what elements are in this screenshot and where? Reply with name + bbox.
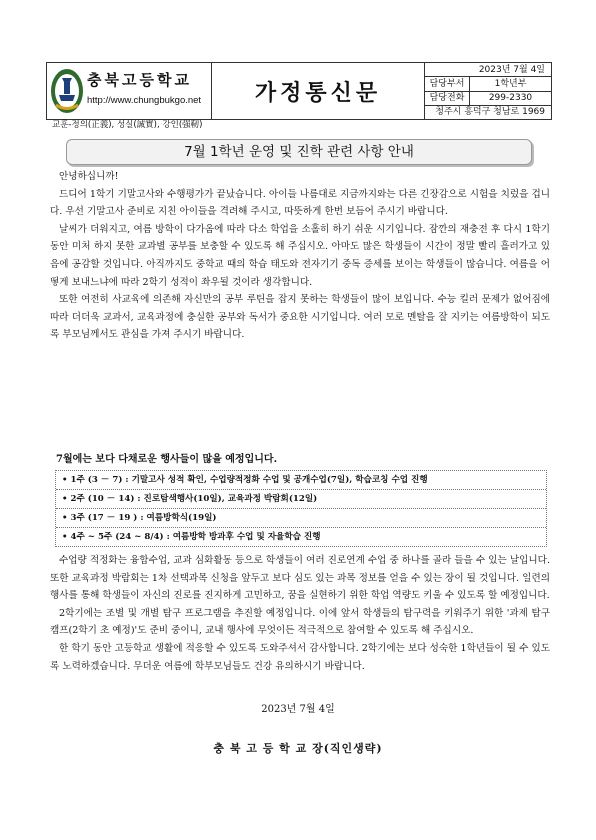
- school-logo-box: [47, 63, 212, 119]
- phone-label: 담당전화: [425, 91, 470, 105]
- schedule-item: • 2주 (10 － 14) : 진로탐색행사(10일), 교육과정 박람회(12일): [56, 490, 546, 509]
- subheader: [46, 119, 550, 132]
- info-address-row: [425, 105, 551, 119]
- issue-date: 2023년 7월 4일: [478, 65, 545, 75]
- notice-title-banner: [66, 139, 532, 165]
- info-date-row: [425, 63, 551, 77]
- dept-label: 담당부서: [425, 77, 470, 91]
- schedule-item: • 1주 (3 － 7) : 기말고사 성적 확인, 수업량적정화 수업 및 공개수업(7일), 학습코칭 수업 진행: [56, 471, 546, 490]
- info-table: [425, 63, 551, 119]
- greeting: 안녕하십니까!: [59, 171, 119, 182]
- paragraph-1: 드디어 1학기 기말고사와 수행평가가 끝났습니다. 아이들 나름대로 지금까지와는 다른 긴장감으로 시험을 치렀을 겁니다. 우선 기말고사 준비로 지친 아이들을 격려해 주시고, 따뜻하게 한번 보듬어 주시기 바랍니다.: [50, 188, 550, 218]
- school-emblem-icon: [50, 68, 84, 114]
- dept-value: 1학년부: [494, 79, 527, 89]
- paragraph-3: 또한 여전히 사교육에 의존해 자신만의 공부 루틴을 잡지 못하는 학생들이 많이 보입니다. 수능 킬러 문제가 없어짐에 따라 더더욱 교과서, 교육과정에 충실한 공부와 독서가 중요한 시기입니다. 여러 모로 멘탈을 잘 지키는 여름방학이 되도록 부모님께서도 관심을 가져 주시기 바랍니다.: [50, 294, 550, 341]
- closing-date: 2023년 7월 4일: [261, 704, 335, 715]
- letter-header: [46, 62, 552, 120]
- paragraph-2: 날씨가 더워지고, 여름 방학이 다가옴에 따라 다소 학업을 소홀히 하기 쉬운 시기입니다. 잠깐의 재충전 후 다시 1학기 동안 미처 하지 못한 교과별 공부를 보충할 수 있도록 해 주십시오. 아마도 많은 학생들이 시간이 정말 빨리 흘러가고 있음에 공감할 것입니다. 아직까지도 중학교 때의 학습 태도와 전자기기 중독 증세를 보이는 학생들이 많습니다. 여름을 어떻게 보내느냐에 따라 2학기 성적이 좌우될 것이라 생각합니다.: [50, 223, 550, 288]
- principal-signature: 충 북 고 등 학 교 장(직인생략): [213, 742, 383, 755]
- schedule-list: [55, 470, 547, 547]
- paragraph-5: 2학기에는 조별 및 개별 탐구 프로그램을 추진할 예정입니다. 이에 앞서 학생들의 탐구력을 키워주기 위한 '과제 탐구 캠프(2학기 초 예정)'도 준비 중이니, 교내 행사에 무엇이든 적극적으로 참여할 수 있도록 해 주십시오.: [50, 607, 550, 637]
- title-box: [212, 63, 425, 119]
- info-dept-row: [425, 77, 551, 92]
- school-address: 청주시 흥덕구 청남로 1969: [435, 107, 545, 117]
- schedule-item: • 4주 ~ 5주 (24 ~ 8/4) : 여름방학 방과후 수업 및 자율학습 진행: [62, 532, 321, 542]
- schedule-heading: 7월에는 보다 다채로운 행사들이 많을 예정입니다.: [56, 454, 278, 465]
- schedule-item: • 3주 (17 － 19 ) : 여름방학식(19일): [56, 509, 546, 528]
- closing-section: [50, 552, 550, 675]
- info-phone-row: [425, 91, 551, 106]
- school-url-link[interactable]: http://www.chungbukgo.net: [87, 95, 202, 106]
- intro-section: [50, 168, 550, 344]
- paragraph-4: 수업량 적정화는 융합수업, 교과 심화활동 등으로 학생들이 여러 진로연계 수업 중 하나를 골라 들을 수 있는 날입니다. 또한 교육과정 박람회는 1차 선택과목 신청을 앞두고 보다 심도 있는 과목 정보를 얻을 수 있는 장이 될 것입니다. 일련의 행사를 통해 학생들이 자신의 진로를 진지하게 고민하고, 꿈을 실현하기 위한 학업 역량도 키울 수 있도록 할 예정입니다.: [50, 555, 550, 602]
- school-motto: 교훈-정의(正義), 성실(誠實), 강인(强靭): [52, 120, 203, 130]
- notice-title: 7월 1학년 운영 및 진학 관련 사항 안내: [184, 144, 414, 160]
- paragraph-6: 한 학기 동안 고등학교 생활에 적응할 수 있도록 도와주셔서 감사합니다. 2학기에는 보다 성숙한 1학년들이 될 수 있도록 노력하겠습니다. 무더운 여름에 학부모님들도 건강 유의하시기 바랍니다.: [50, 642, 550, 672]
- document-title: 가정통신문: [254, 80, 382, 106]
- phone-value: 299-2330: [488, 93, 533, 103]
- school-name: 충북고등학교: [87, 71, 192, 89]
